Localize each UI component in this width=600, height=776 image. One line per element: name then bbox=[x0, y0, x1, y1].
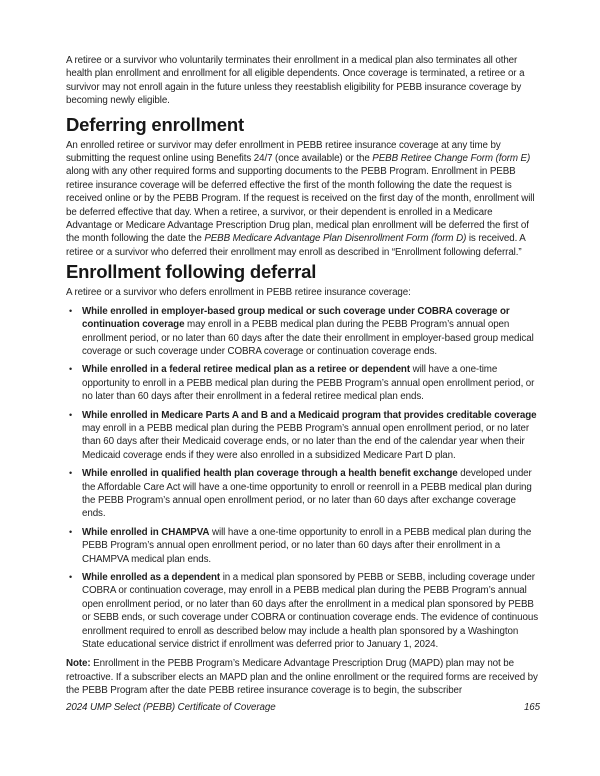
italic-text-segment: PEBB Retiree Change Form (form E) bbox=[372, 153, 531, 165]
bullet-marker: • bbox=[69, 364, 73, 375]
text-segment: developed under the Affordable Care Act will have a one-time opportunity to enroll or reenroll in a PEBB medical plan during the PEBB Program’s annual open enrollment period, or no later than 60 days after exchange coverage ends. bbox=[82, 468, 532, 520]
bold-text-segment: While enrolled as a dependent bbox=[82, 572, 221, 583]
bold-text-segment: While enrolled in a federal retiree medical plan as a retiree or dependent bbox=[82, 364, 410, 376]
bold-text-segment: While enrolled in employer-based group medical or such coverage under COBRA coverage or continuation coverage bbox=[82, 305, 510, 331]
italic-text-segment: PEBB Medicare Advantage Plan Disenrollment Form (form D) bbox=[204, 233, 467, 245]
list-item-text bbox=[82, 571, 540, 651]
heading-deferring-enrollment: Deferring enrollment bbox=[66, 113, 244, 135]
text-segment: may enroll in a PEBB medical plan during the PEBB Program’s annual open enrollment period, or no later than 60 days after their Medicaid coverage ends, or no later than the end of the calendar year when their Medicaid coverage ends if they were also enrolled in a subsidized Medicare Part D plan. bbox=[82, 422, 530, 461]
text-segment: may enroll in a PEBB medical plan during the PEBB Program’s annual open enrollment period, or no later than 60 days after the date their enrollment in employer-based group medical coverage or such coverage under COBRA coverage or continuation coverage ends. bbox=[82, 319, 534, 357]
bullet-marker: • bbox=[69, 468, 73, 479]
list-item bbox=[66, 526, 540, 566]
text-segment: in a medical plan sponsored by PEBB or SEBB, including coverage under COBRA or continuation coverage, may enroll in a PEBB medical plan during the PEBB Program’s annual open enrollment period, or no later than 60 days after the enrollment in a medical plan sponsored by PEBB or SEBB ends, or such coverage under COBRA or continuation coverage ends. The evidence of continuous enrollment required to enroll as described below may include a health plan sponsored by a Washington State educational service district if enrollment was deferred prior to January 1, 2024. bbox=[82, 572, 538, 651]
bullet-marker: • bbox=[69, 526, 73, 537]
list-item bbox=[66, 467, 540, 521]
list-item-text bbox=[82, 409, 540, 463]
bold-text-segment: While enrolled in Medicare Parts A and B and a Medicaid program that provides creditable coverage bbox=[82, 409, 537, 421]
footer-document-title: 2024 UMP Select (PEBB) Certificate of Coverage bbox=[66, 701, 276, 713]
paragraph-deferring-enrollment bbox=[66, 139, 540, 260]
bold-text-segment: While enrolled in qualified health plan coverage through a health benefit exchange bbox=[82, 468, 458, 480]
paragraph-voluntary-termination: A retiree or a survivor who voluntarily terminates their enrollment in a medical plan also terminates all other health plan enrollment and enrollment for all eligible dependents. Once coverage is terminated, a retiree or a survivor may not enroll again in the future unless they reestablish eligibility for PEBB insurance coverage by becoming newly eligible. bbox=[66, 55, 525, 107]
list-item-text bbox=[82, 305, 540, 359]
bold-text-segment: Note: bbox=[66, 658, 91, 670]
list-item bbox=[66, 571, 540, 651]
list-item bbox=[66, 305, 540, 359]
page-footer bbox=[66, 701, 540, 714]
list-item-text bbox=[82, 526, 540, 566]
text-segment: is received. A retiree or a survivor who deferred their enrollment may enroll as described in “Enrollment following deferral.” bbox=[66, 233, 526, 258]
text-segment: will have a one-time opportunity to enroll in a PEBB medical plan during the PEBB Program’s annual open enrollment period, or no later than 60 days after their enrollment in a federal retiree medical plan ends. bbox=[82, 364, 535, 403]
bold-text-segment: While enrolled in CHAMPVA bbox=[82, 526, 210, 538]
list-item-text bbox=[82, 363, 540, 403]
heading-enrollment-following-deferral: Enrollment following deferral bbox=[66, 261, 317, 283]
bullet-marker: • bbox=[69, 305, 73, 316]
text-segment: Enrollment in the PEBB Program’s Medicare Advantage Prescription Drug (MAPD) plan may not be retroactive. If a subscriber elects an MAPD plan and the online enrollment or the required forms are received by the PEBB Program after the date PEBB retiree insurance coverage is to begin, the subscriber bbox=[66, 658, 538, 697]
footer-page-number: 165 bbox=[523, 701, 540, 713]
paragraph-deferral-intro: A retiree or a survivor who defers enrollment in PEBB retiree insurance coverage: bbox=[66, 287, 411, 299]
text-segment: An enrolled retiree or survivor may defer enrollment in PEBB retiree insurance coverage at any time by submitting the request online using Benefits 24/7 (once available) or the bbox=[66, 139, 501, 165]
list-item bbox=[66, 363, 540, 403]
note-paragraph bbox=[66, 657, 540, 697]
bullet-marker: • bbox=[69, 572, 73, 582]
text-segment: along with any other required forms and supporting documents to the PEBB Program. Enrollment in PEBB retiree insurance coverage will be deferred effective the first of the month following the date the request is received online or by the PEBB Program. If the request is received on the first day of the month, enrollment will be deferred effective that day. When a retiree, a survivor, or their dependent is enrolled in a Medicare Advantage or Medicare Advantage Prescription Drug plan, medical plan enrollment will be deferred the first of the month following the date the bbox=[66, 166, 535, 245]
list-item bbox=[66, 409, 540, 463]
deferral-options-list bbox=[66, 305, 540, 652]
list-item-text bbox=[82, 467, 540, 521]
text-segment: will have a one-time opportunity to enroll in a PEBB medical plan during the PEBB Program’s annual open enrollment period, or no later than 60 days after their enrollment in a CHAMPVA medical plan ends. bbox=[82, 526, 532, 565]
bullet-marker: • bbox=[69, 409, 73, 420]
